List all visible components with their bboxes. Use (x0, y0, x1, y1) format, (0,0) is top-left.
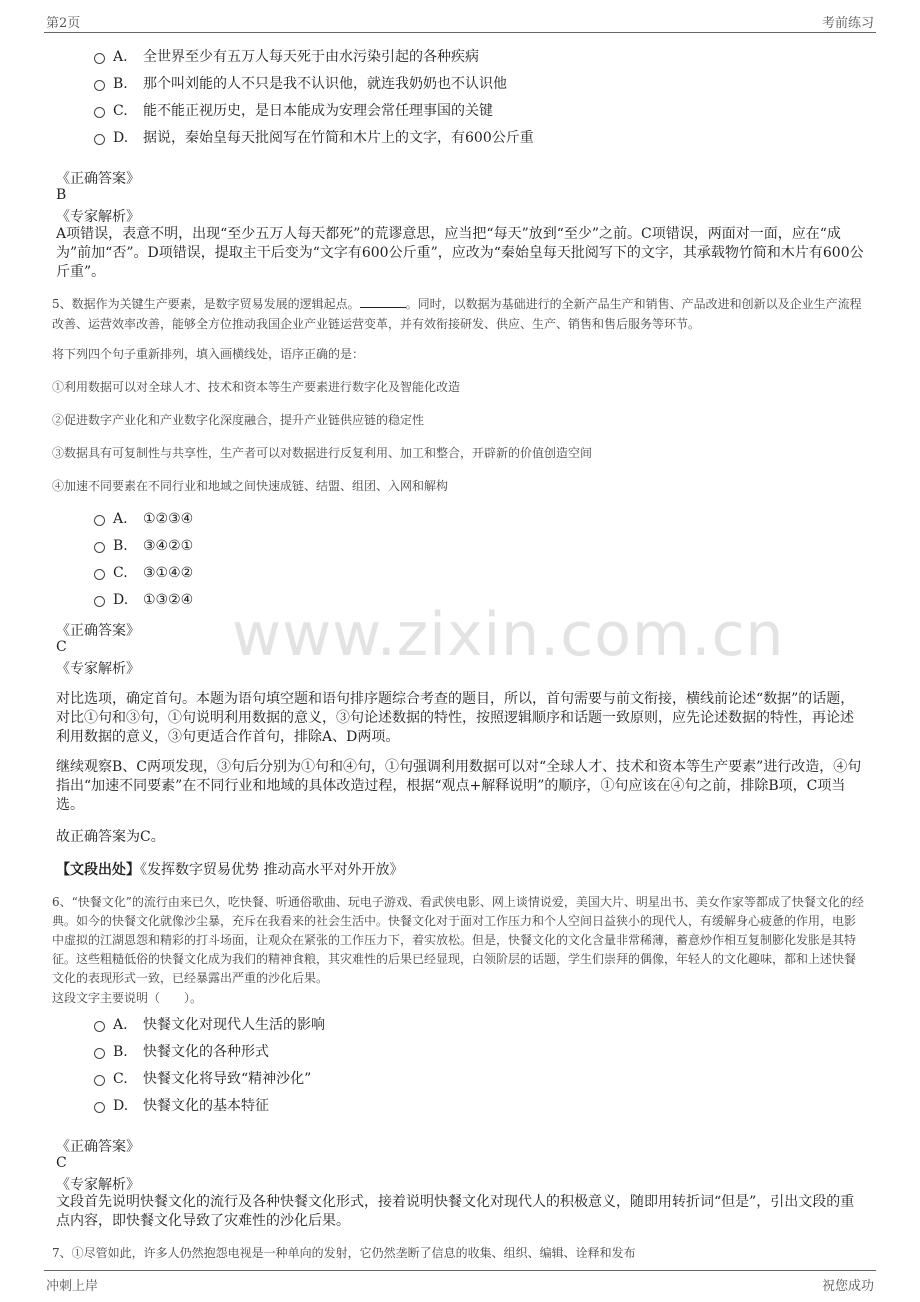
q6-option-c[interactable]: C. 快餐文化将导致“精神沙化” (94, 1068, 311, 1088)
q5-option-b[interactable]: B. ③④②① (94, 538, 193, 554)
q4-answer-label: 《正确答案》 (56, 171, 140, 187)
q5-sentence-2: ②促进数字产业化和产业数字化深度融合，提升产业链供应链的稳定性 (52, 413, 425, 427)
q6-answer-label: 《正确答案》 (56, 1139, 140, 1155)
q6-option-b[interactable]: B. 快餐文化的各种形式 (94, 1041, 269, 1061)
q5-sentence-1: ①利用数据可以对全球人才、技术和资本等生产要素进行数字化及智能化改造 (52, 380, 461, 394)
radio-icon[interactable] (94, 596, 105, 607)
footer-left: 冲刺上岸 (46, 1279, 99, 1294)
q5-analysis-label: 《专家解析》 (56, 661, 140, 677)
q6-answer: C (56, 1155, 67, 1171)
radio-icon[interactable] (94, 1102, 105, 1113)
radio-icon[interactable] (94, 1021, 105, 1032)
footer-right: 祝您成功 (821, 1279, 874, 1294)
q6-analysis-label: 《专家解析》 (56, 1177, 140, 1193)
q5-sentence-4: ④加速不同要素在不同行业和地域之间快速成链、结盟、组团、入网和解构 (52, 479, 449, 493)
q5-analysis-p3: 故正确答案为C。 (56, 829, 165, 845)
radio-icon[interactable] (94, 1075, 105, 1086)
page-number: 第2页 (46, 16, 81, 31)
q5-instruction: 将下列四个句子重新排列，填入画横线处，语序正确的是： (52, 347, 365, 361)
q4-answer: B (56, 187, 67, 203)
q5-analysis-p2: 继续观察B、C两项发现，③句后分别为①句和④句，①句强调利用数据可以对“全球人才、技术和资本等生产要素”进行改造，④句指出“加速不同要素”在不同行业和地域的具体改造过程，根据“观点+解释说明”的顺序，①句应该在④句之前，排除B项，C项当选。 (56, 759, 862, 813)
q5-option-a[interactable]: A. ①②③④ (94, 511, 193, 527)
header-title: 考前练习 (821, 16, 874, 31)
q5-answer-label: 《正确答案》 (56, 623, 140, 639)
radio-icon[interactable] (94, 80, 105, 91)
radio-icon[interactable] (94, 134, 105, 145)
q5-option-c[interactable]: C. ③①④② (94, 565, 193, 581)
q7-stem: 7、①尽管如此，许多人仍然抱怨电视是一种单向的发射，它仍然垄断了信息的收集、组织、编辑、诠释和发布 (52, 1246, 636, 1260)
q5-analysis-p1: 对比选项，确定首句。本题为语句填空题和语句排序题综合考查的题目，所以，首句需要与前文衔接，横线前论述“数据”的话题，对比①句和③句，①句说明利用数据的意义，③句论述数据的特性，按照逻辑顺序和话题一致原则，应先论述数据的特性，再论述利用数据的意义，③句更适合作首句，排除A、D两项。 (56, 691, 855, 745)
radio-icon[interactable] (94, 107, 105, 118)
watermark: www.zixin.com.cn (232, 600, 785, 670)
q6-option-d[interactable]: D. 快餐文化的基本特征 (94, 1095, 269, 1115)
q6-stem: 6、“快餐文化”的流行由来已久，吃快餐、听通俗歌曲、玩电子游戏、看武侠电影、网上谈情说爱，美国大片、明星出书、美女作家等都成了快餐文化的经典。如今的快餐文化就像沙尘暴，充斥在我看来的社会生活中。快餐文化对于面对工作压力和个人空间日益狭小的现代人，有缓解身心疲惫的作用，电影中虚拟的江湖恩怨和精彩的打斗场面，让观众在紧张的工作压力下，着实放松。但是，快餐文化的文化含量非常稀薄，蓄意炒作相互复制膨化发胀是其特征。这些粗糙低俗的快餐文化成为我们的精神食粮，其灾难性的后果已经显现，白领阶层的话题，学生们崇拜的偶像，年轻人的文化趣味，都和上述快餐文化的表现形式一致，已经暴露出严重的沙化后果。 (52, 895, 864, 985)
q5-answer: C (56, 639, 67, 655)
q4-option-b[interactable]: B. 那个叫刘能的人不只是我不认识他，就连我奶奶也不认识他 (94, 73, 507, 93)
q6-question: 这段文字主要说明（ ）。 (52, 991, 203, 1005)
q5-source: 【文段出处】《发挥数字贸易优势 推动高水平对外开放》 (56, 862, 404, 878)
q4-option-c[interactable]: C. 能不能正视历史，是日本能成为安理会常任理事国的关键 (94, 100, 493, 120)
q4-option-d[interactable]: D. 据说，秦始皇每天批阅写在竹简和木片上的文字，有600公斤重 (94, 127, 534, 147)
q4-analysis: A项错误，表意不明，出现“至少五万人每天都死”的荒谬意思，应当把“每天”放到“至少”之前。C项错误，两面对一面，应在“成为”前加“否”。D项错误，提取主干后变为“文字有600公斤重”，应改为“秦始皇每天批阅写下的文字，其承载物竹简和木片有600公斤重”。 (56, 226, 864, 280)
q5-sentence-3: ③数据具有可复制性与共享性，生产者可以对数据进行反复利用、加工和整合，开辟新的价值创造空间 (52, 446, 593, 460)
q5-option-d[interactable]: D. ①③②④ (94, 592, 193, 608)
q5-stem: 5、数据作为关键生产要素，是数字贸易发展的逻辑起点。 。同时，以数据为基础进行的全新产品生产和销售、产品改进和创新以及企业生产流程改善、运营效率改善，能够全方位推动我国企业产业链运营变革，并有效衔接研发、供应、生产、销售和售后服务等环节。 (52, 297, 862, 331)
page-footer (44, 1270, 876, 1295)
radio-icon[interactable] (94, 53, 105, 64)
q6-option-a[interactable]: A. 快餐文化对现代人生活的影响 (94, 1014, 325, 1034)
q4-analysis-label: 《专家解析》 (56, 209, 140, 225)
radio-icon[interactable] (94, 569, 105, 580)
page-header (44, 10, 876, 33)
radio-icon[interactable] (94, 542, 105, 553)
q6-analysis: 文段首先说明快餐文化的流行及各种快餐文化形式，接着说明快餐文化对现代人的积极意义，随即用转折词“但是”，引出文段的重点内容，即快餐文化导致了灾难性的沙化后果。 (56, 1194, 855, 1229)
radio-icon[interactable] (94, 1048, 105, 1059)
fill-blank (360, 297, 406, 308)
radio-icon[interactable] (94, 515, 105, 526)
q4-option-a[interactable]: A. 全世界至少有五万人每天死于由水污染引起的各种疾病 (94, 46, 479, 66)
